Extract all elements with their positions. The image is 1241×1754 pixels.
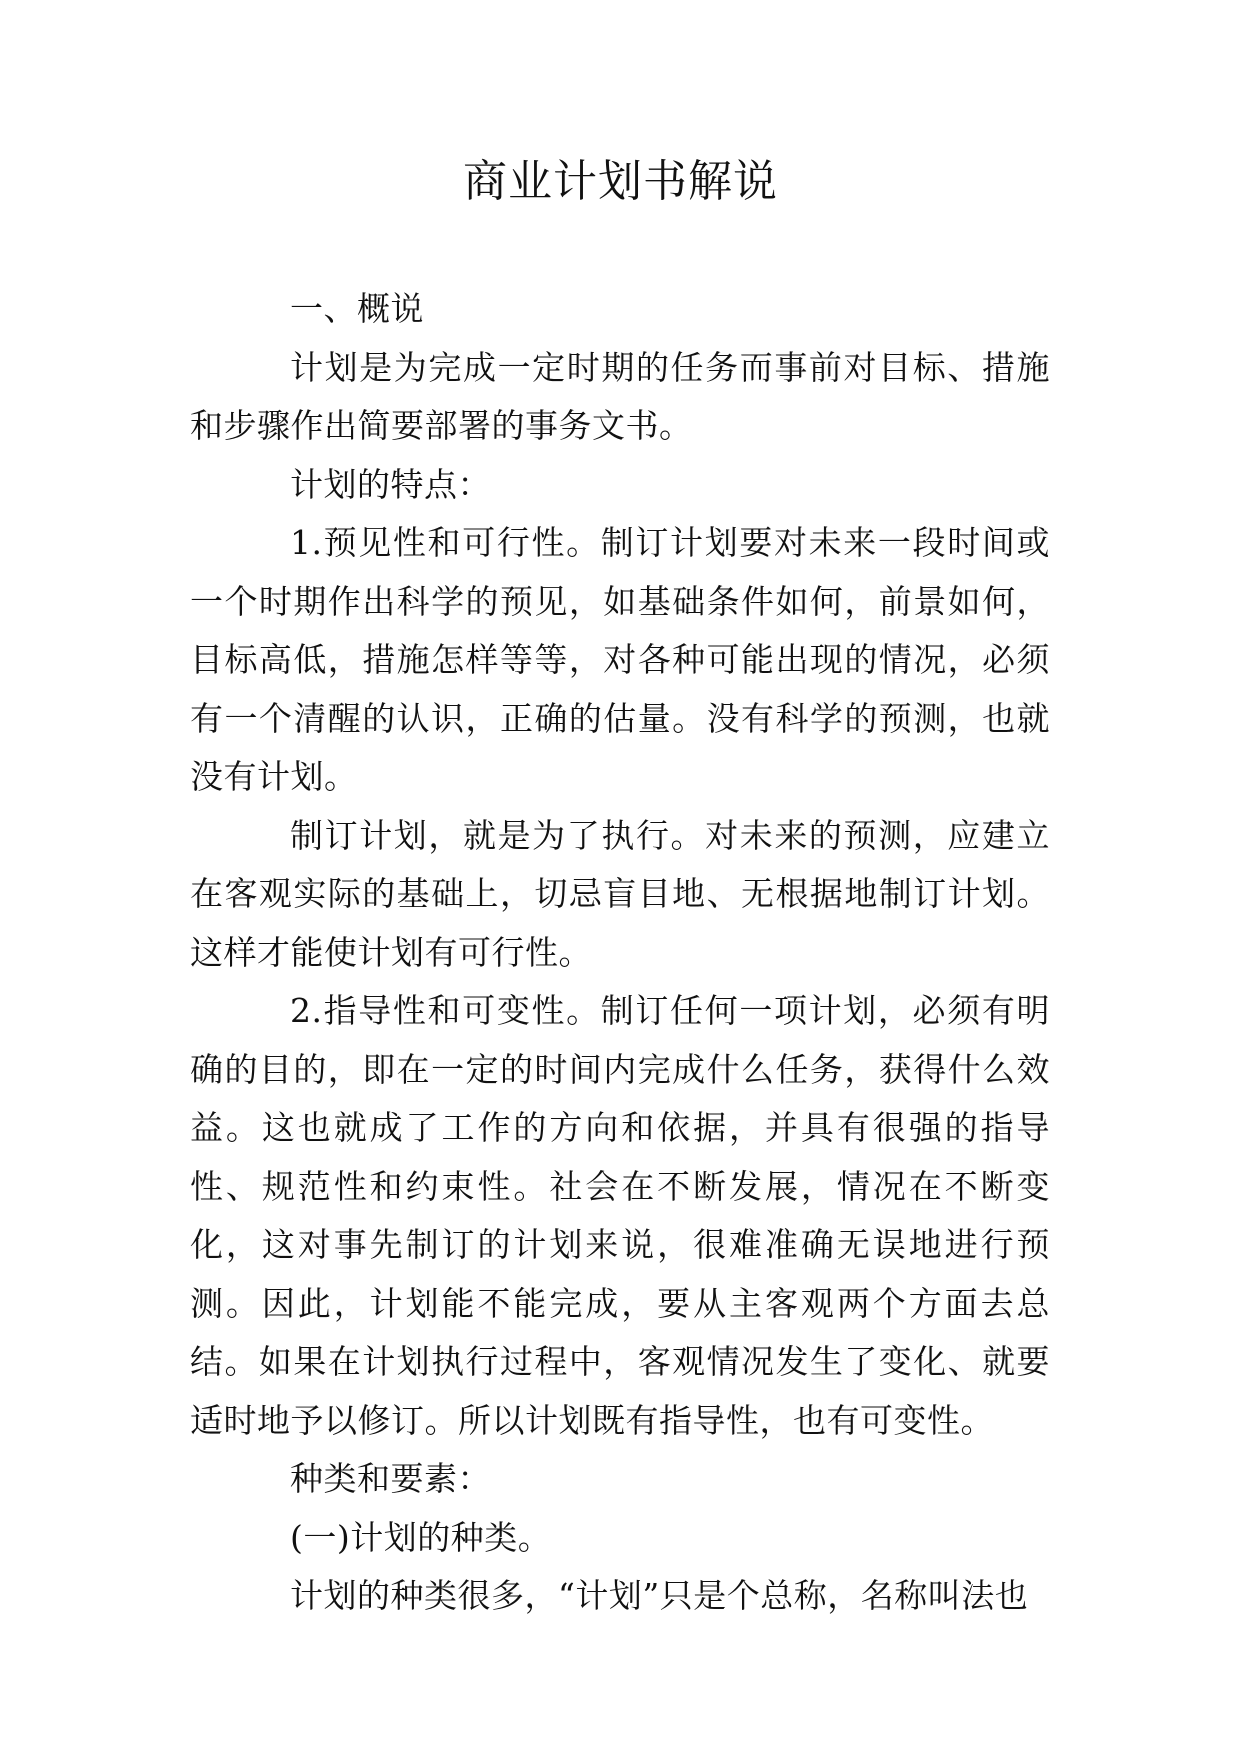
- section-heading-overview: 一、概说: [290, 289, 424, 328]
- paragraph-definition: 计划是为完成一定时期的任务而事前对目标、措施和步骤作出简要部署的事务文书。: [190, 347, 1050, 445]
- subheading-features: 计划的特点：: [290, 464, 491, 504]
- paragraph-plan-types: 计划的种类很多，“计划”只是个总称，名称叫法也: [290, 1576, 1029, 1615]
- subheading-plan-types: (一)计划的种类。: [290, 1517, 552, 1557]
- document-body: [190, 280, 1050, 1626]
- paragraph-feature-2: 2.指导性和可变性。制订任何一项计划，必须有明确的目的，即在一定的时间内完成什么任务，获得什么效益。这也就成了工作的方向和依据，并具有很强的指导性、规范性和约束性。社会在不断发展，情况在不断变化，这对事先制订的计划来说，很难准确无误地进行预测。因此，计划能不能完成，要从主客观两个方面去总结。如果在计划执行过程中，客观情况发生了变化、就要适时地予以修订。所以计划既有指导性，也有可变性。: [190, 991, 1050, 1440]
- subheading-types-elements: 种类和要素：: [290, 1459, 491, 1498]
- paragraph-execution: 制订计划，就是为了执行。对未来的预测，应建立在客观实际的基础上，切忌盲目地、无根据地制订计划。这样才能使计划有可行性。: [190, 815, 1050, 972]
- document-title: 商业计划书解说: [463, 156, 778, 207]
- paragraph-feature-1: 1.预见性和可行性。制订计划要对未来一段时间或一个时期作出科学的预见，如基础条件如何，前景如何，目标高低，措施怎样等等，对各种可能出现的情况，必须有一个清醒的认识，正确的估量。没有科学的预测，也就没有计划。: [190, 523, 1050, 796]
